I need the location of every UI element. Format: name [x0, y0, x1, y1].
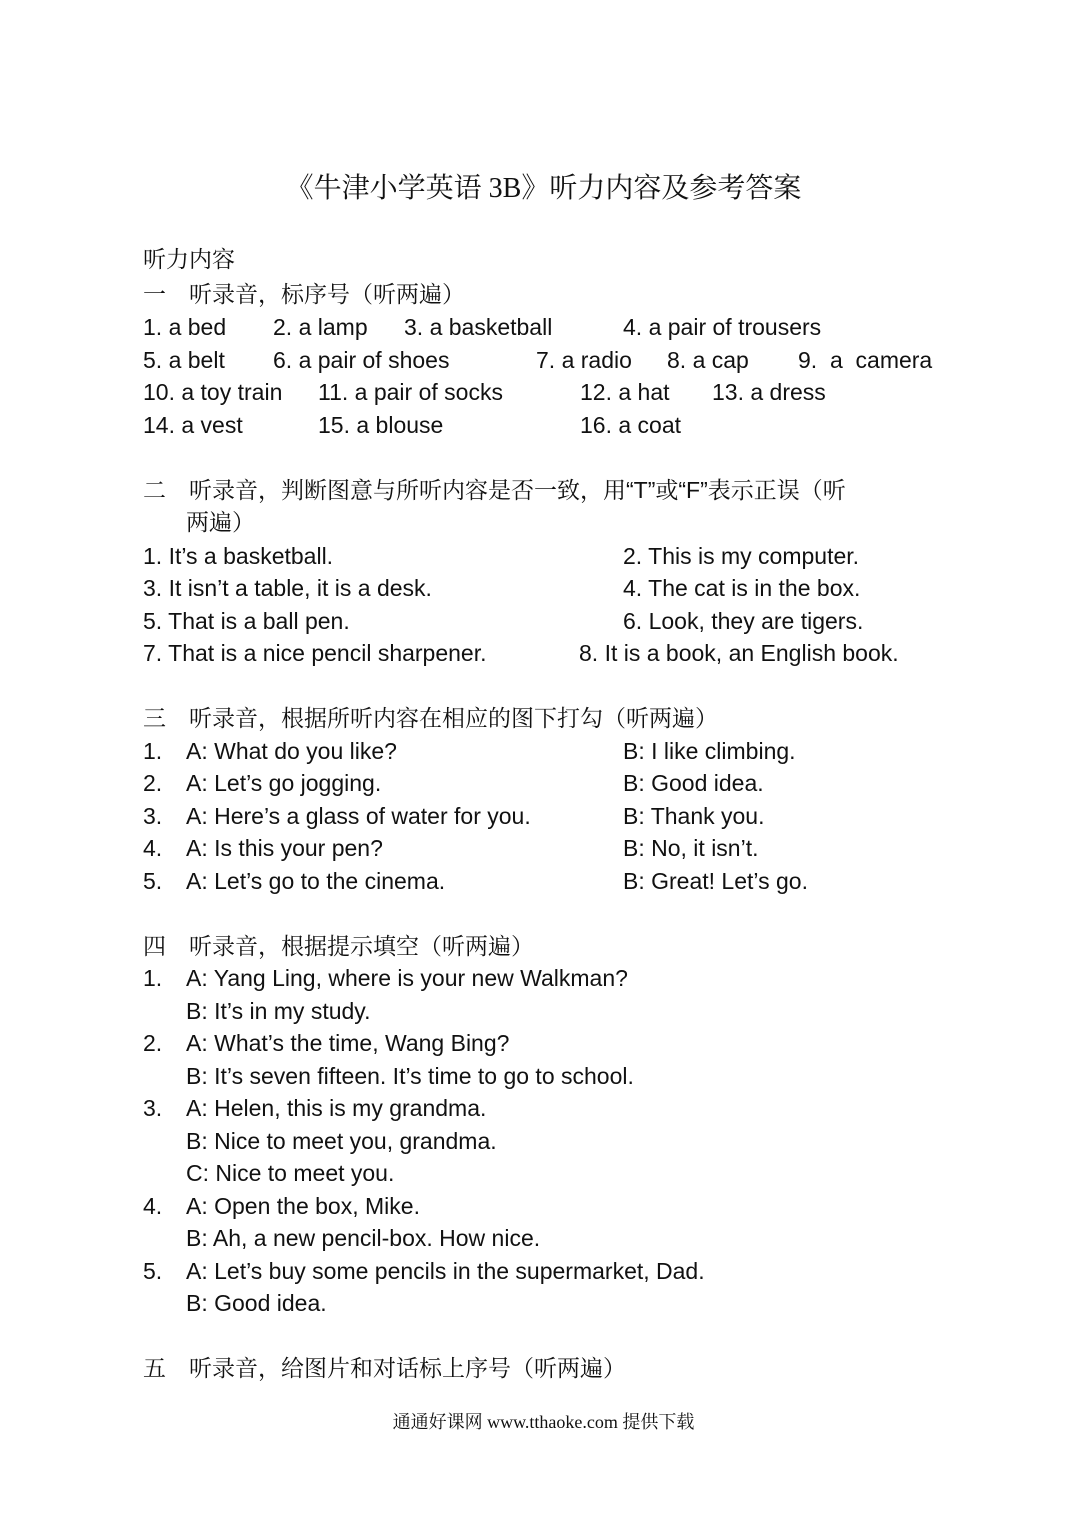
section-5-heading: 五 听录音，给图片和对话标上序号（听两遍）	[143, 1355, 626, 1381]
dialogue-line-a: A: Let’s go to the cinema.	[186, 868, 446, 894]
content-heading: 听力内容	[143, 246, 235, 272]
section-2-item: 3. It isn’t a table, it is a desk.	[143, 575, 432, 601]
dialogue-line-b: B: Good idea.	[623, 770, 764, 796]
dialogue-line-a: A: Let’s go jogging.	[186, 770, 382, 796]
dialogue-line-a: A: Here’s a glass of water for you.	[186, 803, 531, 829]
dialogue-number: 5.	[143, 868, 163, 894]
section-2-item: 2. This is my computer.	[623, 543, 860, 569]
section-1-item: 9. a camera	[798, 347, 933, 373]
dialogue-number: 1.	[143, 965, 163, 991]
section-1-item: 1. a bed	[143, 314, 227, 340]
section-2-item: 6. Look, they are tigers.	[623, 608, 864, 634]
dialogue-line-a: A: Is this your pen?	[186, 835, 383, 861]
dialogue-number: 3.	[143, 803, 163, 829]
dialogue-number: 5.	[143, 1258, 163, 1284]
section-1-item: 4. a pair of trousers	[623, 314, 822, 340]
dialogue-line: B: It’s seven fifteen. It’s time to go to school.	[186, 1063, 634, 1089]
section-1-heading: 一 听录音，标序号（听两遍）	[143, 281, 465, 307]
section-1-item: 8. a cap	[667, 347, 749, 373]
dialogue-line: B: Nice to meet you, grandma.	[186, 1128, 497, 1154]
page-title: 《牛津小学英语 3B》听力内容及参考答案	[285, 173, 802, 204]
section-2-item: 7. That is a nice pencil sharpener.	[143, 640, 487, 666]
section-2-item: 4. The cat is in the box.	[623, 575, 861, 601]
dialogue-number: 1.	[143, 738, 163, 764]
dialogue-line-a: A: What do you like?	[186, 738, 397, 764]
section-1-item: 5. a belt	[143, 347, 225, 373]
dialogue-line: B: Good idea.	[186, 1290, 327, 1316]
section-1-item: 7. a radio	[536, 347, 632, 373]
section-2-item: 5. That is a ball pen.	[143, 608, 350, 634]
section-1-item: 11. a pair of socks	[318, 379, 503, 405]
section-1-item: 10. a toy train	[143, 379, 283, 405]
dialogue-number: 4.	[143, 1193, 163, 1219]
section-1-item: 14. a vest	[143, 412, 243, 438]
section-2-item: 8. It is a book, an English book.	[579, 640, 899, 666]
section-1-item: 13. a dress	[712, 379, 826, 405]
section-2-heading: 二 听录音，判断图意与所听内容是否一致，用“T”或“F”表示正误（听	[143, 477, 846, 503]
dialogue-line: B: Ah, a new pencil-box. How nice.	[186, 1225, 541, 1251]
dialogue-number: 2.	[143, 770, 163, 796]
dialogue-number: 2.	[143, 1030, 163, 1056]
dialogue-number: 3.	[143, 1095, 163, 1121]
section-1-item: 15. a blouse	[318, 412, 444, 438]
dialogue-line: A: What’s the time, Wang Bing?	[186, 1030, 510, 1056]
section-1-item: 16. a coat	[580, 412, 682, 438]
dialogue-number: 4.	[143, 835, 163, 861]
section-2-heading-cont: 两遍）	[186, 509, 255, 535]
section-1-item: 6. a pair of shoes	[273, 347, 450, 373]
section-3-heading: 三 听录音，根据所听内容在相应的图下打勾（听两遍）	[143, 705, 718, 731]
section-1-item: 12. a hat	[580, 379, 670, 405]
dialogue-line-b: B: Thank you.	[623, 803, 765, 829]
dialogue-line: A: Yang Ling, where is your new Walkman?	[186, 965, 628, 991]
dialogue-line: A: Open the box, Mike.	[186, 1193, 420, 1219]
section-1-item: 2. a lamp	[273, 314, 368, 340]
dialogue-line-b: B: I like climbing.	[623, 738, 796, 764]
section-4-heading: 四 听录音，根据提示填空（听两遍）	[143, 933, 534, 959]
dialogue-line-b: B: Great! Let’s go.	[623, 868, 808, 894]
section-1-item: 3. a basketball	[404, 314, 553, 340]
dialogue-line: A: Helen, this is my grandma.	[186, 1095, 487, 1121]
dialogue-line: C: Nice to meet you.	[186, 1160, 395, 1186]
section-2-item: 1. It’s a basketball.	[143, 543, 334, 569]
dialogue-line: A: Let’s buy some pencils in the supermarket, Dad.	[186, 1258, 705, 1284]
dialogue-line: B: It’s in my study.	[186, 998, 371, 1024]
page-footer: 通通好课网 www.tthaoke.com 提供下载	[392, 1412, 695, 1432]
dialogue-line-b: B: No, it isn’t.	[623, 835, 759, 861]
